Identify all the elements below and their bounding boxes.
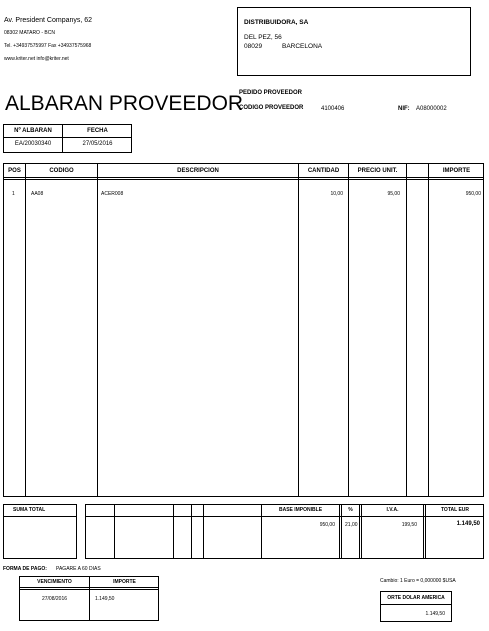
order-label: PEDIDO PROVEEDOR <box>239 90 303 96</box>
supplier-postcode: 08029 <box>244 43 263 50</box>
row-quantity: 10,00 <box>330 191 343 197</box>
header-description: DESCRIPCION <box>177 168 219 174</box>
albaran-date: 27/05/2016 <box>82 141 113 147</box>
nif-value: A08000002 <box>416 106 447 112</box>
totals-box <box>85 504 484 559</box>
row-unit-price: 95,00 <box>387 191 400 197</box>
due-date-label: VENCIMIENTO <box>37 579 72 585</box>
base-label: BASE IMPONIBLE <box>278 507 323 513</box>
row-description: ACER008 <box>101 191 124 197</box>
supplier-street: DEL PEZ, 56 <box>244 34 282 41</box>
supplier-name: DISTRIBUIDORA, SA <box>244 19 309 26</box>
payment-label: FORMA DE PAGO: <box>3 566 47 572</box>
sum-total-label: SUMA TOTAL <box>13 507 46 513</box>
header-code: CODIGO <box>49 168 74 174</box>
iva-value: 199,50 <box>401 522 417 528</box>
pct-label: % <box>348 507 353 513</box>
company-web-mail: www.kriter.net info@kriter.net <box>4 56 69 62</box>
dollar-amount-value: 1.149,50 <box>425 611 445 617</box>
due-amount: 1.149,50 <box>95 596 115 602</box>
albaran-number: EA/20030340 <box>14 141 52 147</box>
document-title: ALBARAN PROVEEDOR <box>5 92 244 115</box>
due-date: 27/08/2016 <box>41 596 68 602</box>
row-code: AA08 <box>31 191 44 197</box>
header-unit-price: PRECIO UNIT. <box>357 168 398 174</box>
sum-total-box <box>3 504 77 559</box>
row-amount: 950,00 <box>465 191 481 197</box>
row-pos: 1 <box>12 191 15 197</box>
company-address: Av. President Companys, 62 <box>4 17 93 24</box>
total-value: 1.149,50 <box>456 521 480 527</box>
due-dates-box <box>19 576 159 621</box>
base-value: 950,00 <box>319 522 335 528</box>
header-amount: IMPORTE <box>442 168 471 174</box>
supplier-code-label: CODIGO PROVEEDOR <box>239 105 304 111</box>
total-label: TOTAL EUR <box>440 507 470 513</box>
items-table <box>3 163 484 497</box>
nif-label: NIF: <box>398 106 410 112</box>
albaran-number-label: Nº ALBARAN <box>14 128 52 134</box>
supplier-address-box <box>237 7 471 76</box>
header-pos: POS <box>8 168 21 174</box>
exchange-rate: Cambio: 1 Euro = 0,000000 $USA <box>380 578 456 584</box>
header-quantity: CANTIDAD <box>307 168 340 174</box>
company-city: 08302 MATARO - BCN <box>4 30 55 36</box>
pct-value: 21,00 <box>345 522 358 528</box>
dollar-amount-label: ORTE DOLAR AMERICA <box>387 595 445 601</box>
supplier-code: 4100406 <box>321 106 345 112</box>
iva-label: I.V.A. <box>386 507 399 513</box>
due-amount-label: IMPORTE <box>113 579 136 585</box>
albaran-box <box>3 124 132 153</box>
supplier-city: BARCELONA <box>282 43 323 50</box>
company-phone-fax: Tel. +34937575997 Fax +34937575968 <box>4 43 92 49</box>
albaran-date-label: FECHA <box>87 128 108 134</box>
payment-value: PAGARE A 60 DIAS <box>56 566 101 572</box>
dollar-amount-box <box>380 591 452 622</box>
